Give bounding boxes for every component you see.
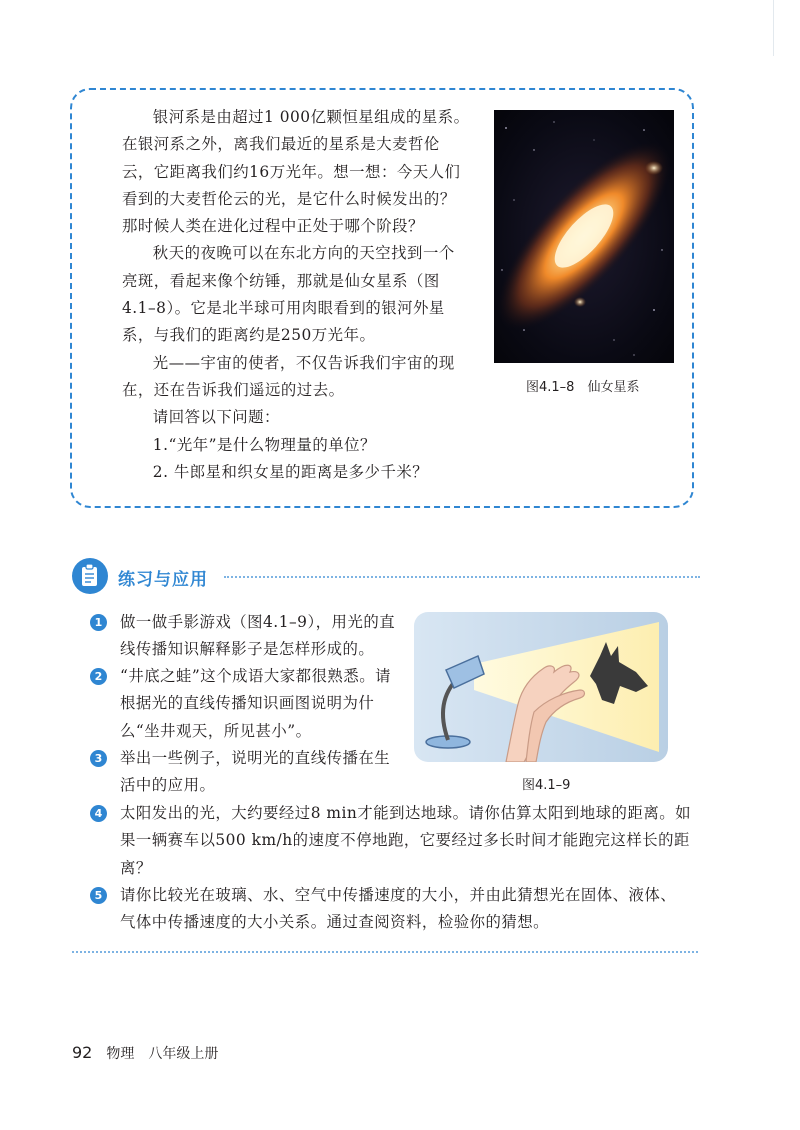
reading-paragraph: 光——宇宙的使者，不仅告诉我们宇宙的现在，还在告诉我们遥远的过去。 bbox=[122, 353, 455, 399]
exercise-pad-icon bbox=[72, 558, 108, 594]
figure-caption-4-1-9: 图4.1–9 bbox=[522, 778, 571, 793]
exercises-header bbox=[72, 558, 700, 598]
exercise-text: 请你比较光在玻璃、水、空气中传播速度的大小，并由此猜想光在固体、液体、气体中传播速度的大小关系。通过查阅资料，检验你的猜想。 bbox=[120, 886, 677, 932]
exercise-number-badge: 2 bbox=[90, 668, 107, 685]
andromeda-galaxy-image bbox=[494, 110, 674, 363]
book-volume: 八年级上册 bbox=[148, 1046, 219, 1062]
bottom-divider bbox=[72, 951, 698, 953]
page-corner-mark bbox=[773, 0, 800, 56]
exercise-item-5 bbox=[94, 882, 692, 937]
exercise-item-3 bbox=[94, 745, 400, 800]
page-number: 92 bbox=[72, 1043, 93, 1062]
exercise-number-badge: 5 bbox=[90, 887, 107, 904]
question-intro: 请回答以下问题： bbox=[152, 408, 280, 427]
page-footer bbox=[72, 1043, 218, 1063]
exercise-text: 太阳发出的光，大约要经过8 min才能到达地球。请你估算太阳到地球的距离。如果一辆赛车以500 km/h的速度不停地跑，它要经过多长时间才能跑完这样长的距离？ bbox=[120, 804, 692, 877]
exercise-item-4 bbox=[94, 800, 692, 882]
section-divider bbox=[224, 576, 700, 578]
exercise-item-2 bbox=[94, 663, 400, 745]
figure-caption-4-1-8: 图4.1–8 仙女星系 bbox=[526, 380, 640, 395]
reading-paragraph: 银河系是由超过1 000亿颗恒星组成的星系。在银河系之外，离我们最近的星系是大麦哲伦云，它距离我们约16万光年。想一想：今天人们看到的大麦哲伦云的光，是它什么时候发出的？那时候人类在进化过程中正处于哪个阶段？ bbox=[122, 108, 470, 236]
hand-shadow-illustration bbox=[414, 612, 668, 762]
exercise-text: “井底之蛙”这个成语大家都很熟悉。请根据光的直线传播知识画图说明为什么“坐井观天，所见甚小”。 bbox=[120, 667, 391, 740]
exercise-number-badge: 4 bbox=[90, 805, 107, 822]
reading-paragraph: 秋天的夜晚可以在东北方向的天空找到一个亮斑，看起来像个纺锤，那就是仙女星系（图4.1–8）。它是北半球可用肉眼看到的银河外星系，与我们的距离约是250万光年。 bbox=[122, 244, 455, 345]
exercise-number-badge: 3 bbox=[90, 750, 107, 767]
exercise-text: 做一做手影游戏（图4.1–9），用光的直线传播知识解释影子是怎样形成的。 bbox=[120, 613, 396, 659]
question-2: 2. 牛郎星和织女星的距离是多少千米？ bbox=[152, 462, 429, 481]
exercise-number-badge: 1 bbox=[90, 614, 107, 631]
reading-box-text bbox=[122, 104, 470, 486]
subject-name: 物理 bbox=[106, 1046, 135, 1062]
exercise-text: 举出一些例子，说明光的直线传播在生活中的应用。 bbox=[120, 749, 391, 795]
exercises-title: 练习与应用 bbox=[118, 570, 208, 590]
exercise-item-1 bbox=[94, 609, 400, 664]
question-1: 1.“光年”是什么物理量的单位？ bbox=[152, 435, 376, 454]
